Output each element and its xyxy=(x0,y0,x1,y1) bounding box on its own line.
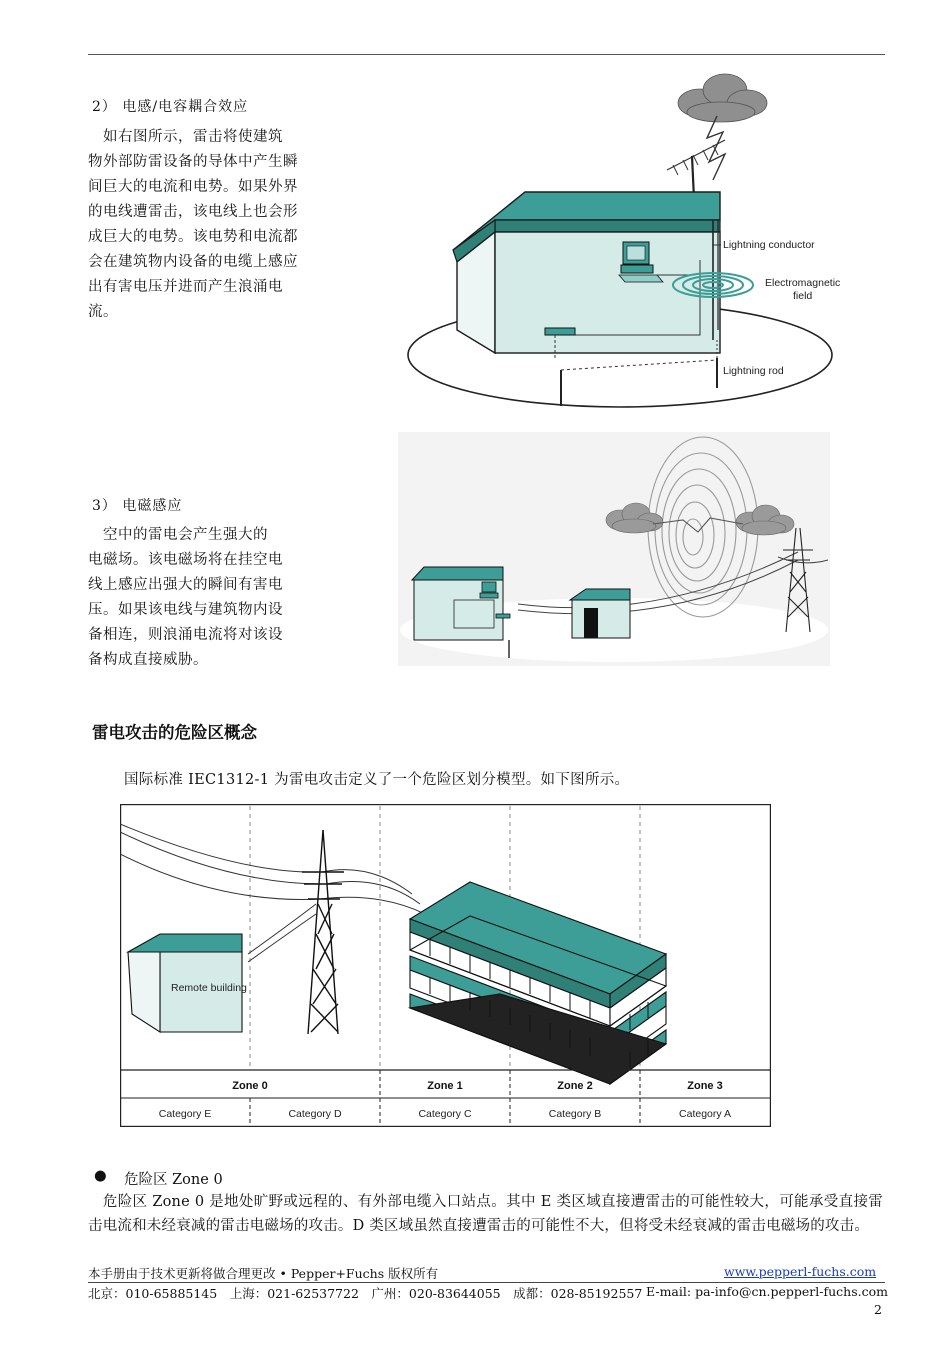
footer-contacts: 北京：010-65885145 上海：021-62537722 广州：020-83644055 成都：028-85192557 xyxy=(88,1286,643,1301)
section3-line: 备构成直接威胁。 xyxy=(88,652,208,668)
section3-line: 电磁场。该电磁场将在挂空电 xyxy=(88,552,283,568)
danger-zone-heading: 雷电攻击的危险区概念 xyxy=(92,723,257,742)
section3-line: 备相连，则浪涌电流将对该设 xyxy=(88,627,283,643)
em-field-label-1: Electromagnetic xyxy=(765,277,841,289)
zone-3-label: Zone 3 xyxy=(687,1080,723,1092)
remote-building xyxy=(128,934,247,1032)
page-number: 2 xyxy=(874,1302,882,1317)
category-e-label: Category E xyxy=(158,1108,212,1120)
cloud-icon xyxy=(678,74,767,122)
website-link[interactable]: www.pepperl-fuchs.com xyxy=(724,1264,877,1279)
footer-notice: 本手册由于技术更新将做合理更改 • Pepper+Fuchs 版权所有 xyxy=(88,1266,439,1281)
section2-line: 会在建筑物内设备的电缆上感应 xyxy=(88,254,298,270)
section3-heading: 3） 电磁感应 xyxy=(92,498,183,514)
em-field-label-2: field xyxy=(793,290,813,302)
lightning-rod-label: Lightning rod xyxy=(723,365,784,377)
lightning-conductor-label: Lightning conductor xyxy=(723,239,815,251)
section3-line: 压。如果该电线与建筑物内设 xyxy=(88,602,283,618)
section2-paragraph xyxy=(88,125,298,325)
section3-paragraph xyxy=(88,523,283,673)
section3-line: 线上感应出强大的瞬间有害电 xyxy=(88,577,283,593)
header-rule xyxy=(88,54,885,55)
category-c-label: Category C xyxy=(418,1108,472,1120)
zone0-paragraph: 危险区 Zone 0 是地处旷野或远程的、有外部电缆入口站点。其中 E 类区域直接遭雷击的可能性较大，可能承受直接雷击电流和未经衰减的雷击电磁场的攻击。D 类区域虽然直接遭雷击的可能性不大，但将受未经衰减的雷击电磁场的攻击。 xyxy=(88,1194,883,1234)
zone0-bullet: ● xyxy=(94,1168,107,1184)
remote-building-label: Remote building xyxy=(171,982,247,994)
footer-rule xyxy=(88,1282,885,1283)
category-d-label: Category D xyxy=(288,1108,342,1120)
section2-line: 如右图所示，雷击将使建筑 xyxy=(88,129,283,145)
section3-line: 空中的雷电会产生强大的 xyxy=(88,527,268,543)
zone-2-label: Zone 2 xyxy=(557,1080,593,1092)
zone-1-label: Zone 1 xyxy=(427,1080,463,1092)
em-induction-figure xyxy=(398,432,830,666)
category-b-label: Category B xyxy=(548,1108,602,1120)
danger-zone-intro: 国际标准 IEC1312-1 为雷电攻击定义了一个危险区划分模型。如下图所示。 xyxy=(124,772,630,788)
section2-line: 流。 xyxy=(88,304,118,320)
category-a-label: Category A xyxy=(679,1108,731,1120)
section2-line: 成巨大的电势。该电势和电流都 xyxy=(88,229,298,245)
zone-0-label: Zone 0 xyxy=(232,1080,268,1092)
section2-heading: 2） 电感/电容耦合效应 xyxy=(92,99,249,115)
section2-line: 的电线遭雷击，该电线上也会形 xyxy=(88,204,298,220)
zone-model-figure xyxy=(120,804,771,1127)
section2-line: 出有害电压并进而产生浪涌电 xyxy=(88,279,283,295)
section2-line: 物外部防雷设备的导体中产生瞬 xyxy=(88,154,298,170)
zone0-title: 危险区 Zone 0 xyxy=(124,1172,223,1188)
inductive-coupling-figure xyxy=(395,70,855,415)
footer-email[interactable]: E-mail: pa-info@cn.pepperl-fuchs.com xyxy=(646,1284,888,1299)
section2-line: 间巨大的电流和电势。如果外界 xyxy=(88,179,298,195)
